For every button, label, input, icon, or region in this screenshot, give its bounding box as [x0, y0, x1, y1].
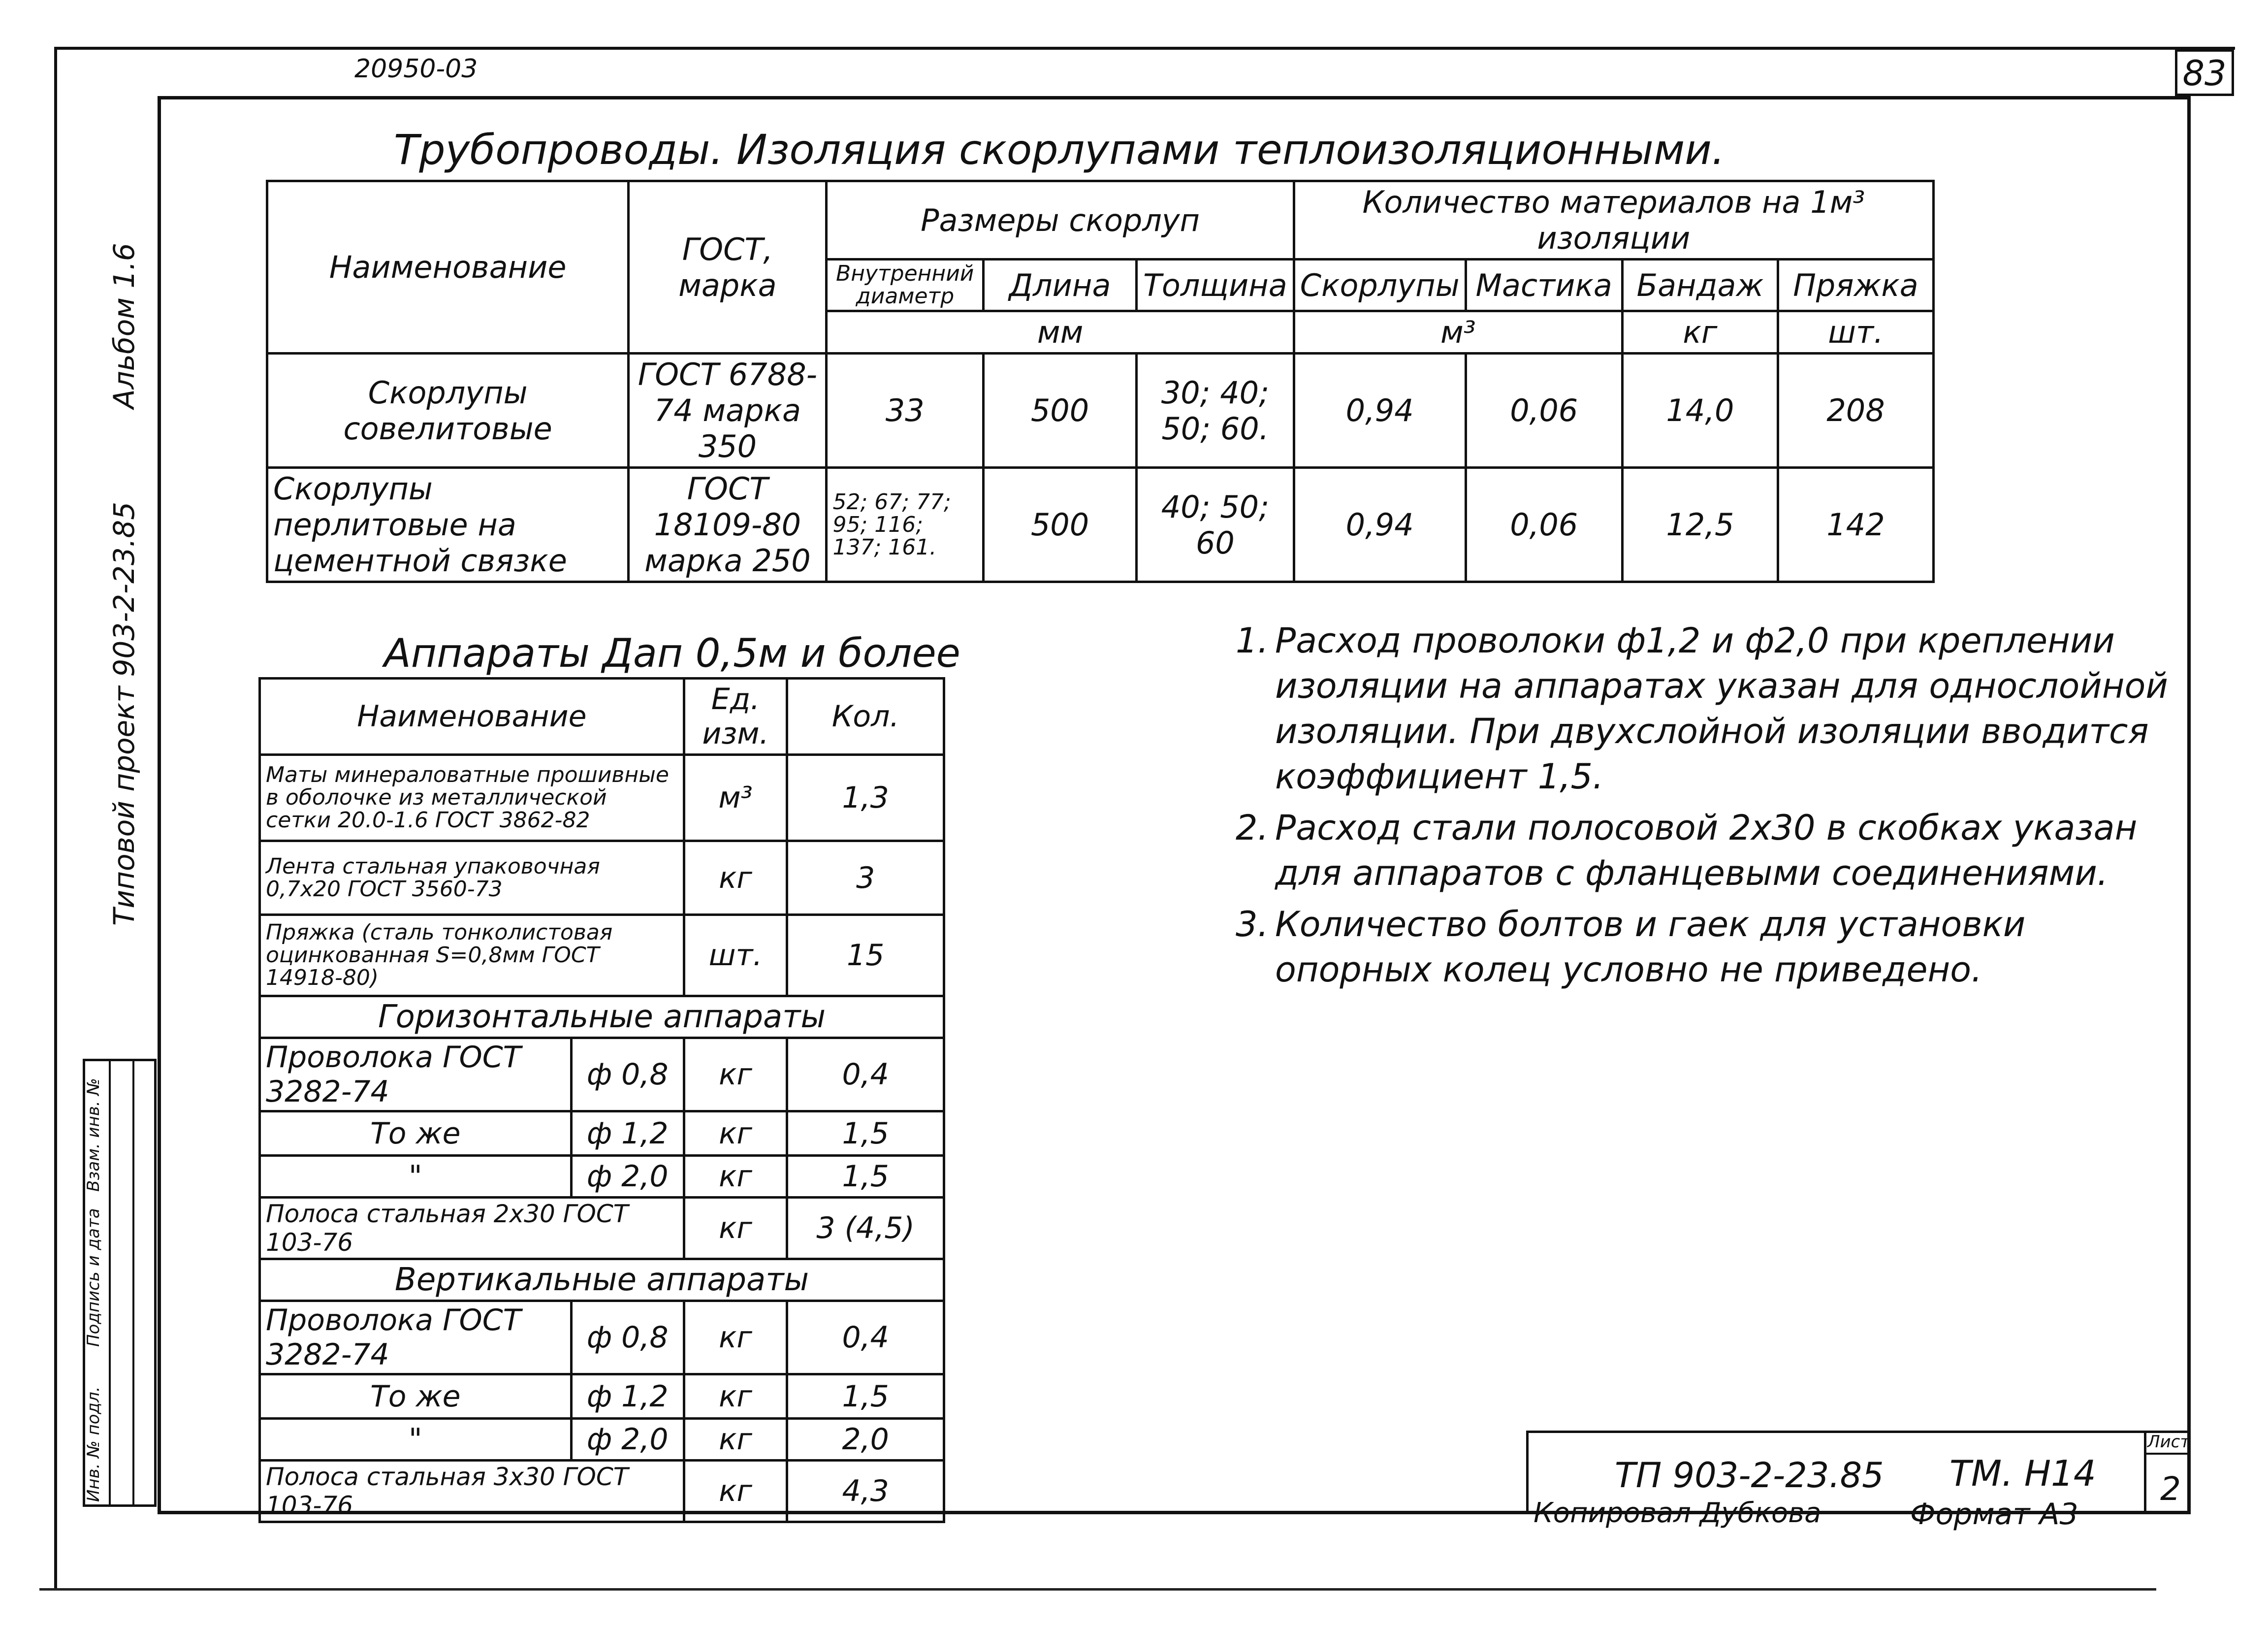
table-row [260, 755, 944, 841]
row-name: Проволока ГОСТ 3282-74 [260, 1301, 572, 1374]
row-gost: ГОСТ 18109-80 марка 250 [629, 468, 827, 582]
table-row [267, 468, 1934, 582]
album-label: Альбом 1.6 [107, 243, 141, 409]
table-row [267, 354, 1934, 468]
row-unit: м³ [684, 755, 787, 841]
row-name: То же [260, 1111, 572, 1156]
row-buckle: 208 [1778, 354, 1934, 468]
page-number: 83 [2175, 49, 2234, 96]
table-row [260, 1461, 944, 1522]
row-dia: ф 2,0 [571, 1156, 684, 1198]
note-item [1236, 618, 2176, 799]
unit-kg: кг [1622, 311, 1778, 354]
table-row [260, 1419, 944, 1461]
col-name-header: Наименование [267, 181, 629, 354]
row-shells: 0,94 [1294, 468, 1466, 582]
row-unit: кг [684, 841, 787, 915]
col-gost-header: ГОСТ, марка [629, 181, 827, 354]
table-row [260, 1198, 944, 1259]
col-thickness-header: Толщина [1137, 260, 1294, 311]
table-row [260, 841, 944, 915]
note-number: 2. [1236, 808, 1269, 848]
col-mastic-header: Мастика [1466, 260, 1622, 311]
row-thickness: 40; 50; 60 [1137, 468, 1294, 582]
row-bandage: 14,0 [1622, 354, 1778, 468]
table1-title: Трубопроводы. Изоляция скорлупами теплоизоляционными. [394, 126, 1725, 174]
document-code: ТП 903-2-23.85 [1615, 1455, 1884, 1496]
row-mastic: 0,06 [1466, 354, 1622, 468]
insulation-table [266, 180, 1935, 583]
table-row [260, 1374, 944, 1419]
row-unit: кг [684, 1461, 787, 1522]
row-name: Маты минераловатные прошивные в оболочке из металлической сетки 20.0-1.6 ГОСТ 3862-82 [260, 755, 684, 841]
note-item [1236, 902, 2176, 992]
copied-by: Копировал Дубкова [1533, 1497, 1821, 1529]
row-inner-diameter: 52; 67; 77; 95; 116; 137; 161. [827, 468, 984, 582]
row-length: 500 [983, 468, 1136, 582]
sizes-group-header: Размеры скорлуп [827, 181, 1294, 260]
materials-group-header: Количество материалов на 1м³ изоляции [1294, 181, 1933, 260]
row-length: 500 [983, 354, 1136, 468]
row-qty: 1,3 [787, 755, 944, 841]
row-unit: кг [684, 1301, 787, 1374]
row-qty: 4,3 [787, 1461, 944, 1522]
row-name: То же [260, 1374, 572, 1419]
title-block-divider [2144, 1453, 2191, 1455]
notes [1236, 618, 2176, 998]
row-qty: 0,4 [787, 1301, 944, 1374]
row-qty: 1,5 [787, 1111, 944, 1156]
sheet-edge-top [54, 47, 2235, 50]
row-qty: 0,4 [787, 1038, 944, 1111]
row-qty: 1,5 [787, 1156, 944, 1198]
unit-m3: м³ [1294, 311, 1622, 354]
note-number: 1. [1236, 620, 1269, 661]
row-unit: кг [684, 1419, 787, 1461]
row-dia: ф 2,0 [571, 1419, 684, 1461]
row-qty: 1,5 [787, 1374, 944, 1419]
stamp-divider [132, 1061, 134, 1504]
row-bandage: 12,5 [1622, 468, 1778, 582]
sheet-label: Лист [2147, 1432, 2190, 1452]
table-row [260, 915, 944, 996]
row-qty: 3 [787, 841, 944, 915]
note-text: Расход проволоки ф1,2 и ф2,0 при креплении изоляции на аппаратах указан для однослойной изоляции. При двухслойной изоляции вводится коэффициент 1,5. [1275, 620, 2168, 797]
row-name: Скорлупы совелитовые [267, 354, 629, 468]
note-text: Расход стали полосовой 2х30 в скобках указан для аппаратов с фланцевыми соединениями. [1275, 808, 2138, 893]
row-qty: 3 (4,5) [787, 1198, 944, 1259]
title-block-divider [2144, 1431, 2146, 1514]
row-name: Лента стальная упаковочная 0,7х20 ГОСТ 3560-73 [260, 841, 684, 915]
unit-mm: мм [827, 311, 1294, 354]
row-inner-diameter: 33 [827, 354, 984, 468]
row-unit: кг [684, 1198, 787, 1259]
row-unit: кг [684, 1038, 787, 1111]
row-shells: 0,94 [1294, 354, 1466, 468]
col-inner-diameter-header: Внутренний диаметр [827, 260, 984, 311]
row-name: " [260, 1419, 572, 1461]
row-name: Полоса стальная 3х30 ГОСТ 103-76 [260, 1461, 684, 1522]
row-name: Полоса стальная 2х30 ГОСТ 103-76 [260, 1198, 684, 1259]
table-row [260, 1038, 944, 1111]
sheet-edge-left [54, 47, 57, 1588]
row-name: Скорлупы перлитовые на цементной связке [267, 468, 629, 582]
project-label: Типовой проект 903-2-23.85 [107, 502, 141, 926]
col-length-header: Длина [983, 260, 1136, 311]
row-qty: 2,0 [787, 1419, 944, 1461]
stamp-label-signature: Подпись и дата [84, 1208, 103, 1347]
row-dia: ф 1,2 [571, 1111, 684, 1156]
col-qty-header: Кол. [787, 679, 944, 755]
row-unit: кг [684, 1111, 787, 1156]
table-row [260, 1301, 944, 1374]
note-text: Количество болтов и гаек для установки опорных колец условно не приведено. [1275, 904, 2026, 990]
top-code: 20950-03 [354, 54, 478, 84]
table-row [260, 1111, 944, 1156]
sheet-edge-bottom [39, 1588, 2156, 1591]
apparatus-table [258, 677, 945, 1523]
unit-pcs: шт. [1778, 311, 1934, 354]
row-dia: ф 0,8 [571, 1038, 684, 1111]
col-bandage-header: Бандаж [1622, 260, 1778, 311]
row-gost: ГОСТ 6788-74 марка 350 [629, 354, 827, 468]
row-qty: 15 [787, 915, 944, 996]
row-unit: шт. [684, 915, 787, 996]
row-dia: ф 0,8 [571, 1301, 684, 1374]
document-mark: ТМ. Н14 [1949, 1453, 2096, 1494]
row-name: " [260, 1156, 572, 1198]
horizontal-section-title: Горизонтальные аппараты [260, 996, 944, 1038]
row-buckle: 142 [1778, 468, 1934, 582]
col-shells-header: Скорлупы [1294, 260, 1466, 311]
stamp-label-replace: Взам. инв. № [84, 1078, 103, 1192]
stamp-label-inv: Инв. № подл. [84, 1386, 103, 1502]
row-thickness: 30; 40; 50; 60. [1137, 354, 1294, 468]
stamp-divider [109, 1061, 111, 1504]
row-mastic: 0,06 [1466, 468, 1622, 582]
row-dia: ф 1,2 [571, 1374, 684, 1419]
col-name-header: Наименование [260, 679, 684, 755]
row-name: Проволока ГОСТ 3282-74 [260, 1038, 572, 1111]
table-row [260, 1156, 944, 1198]
row-unit: кг [684, 1374, 787, 1419]
sheet-number: 2 [2160, 1470, 2181, 1508]
row-unit: кг [684, 1156, 787, 1198]
col-unit-header: Ед. изм. [684, 679, 787, 755]
note-number: 3. [1236, 904, 1269, 945]
note-item [1236, 805, 2176, 896]
paper-format: Формат А3 [1910, 1497, 2078, 1531]
table2-title: Аппараты Дап 0,5м и более [384, 630, 960, 676]
col-buckle-header: Пряжка [1778, 260, 1934, 311]
row-name: Пряжка (сталь тонколистовая оцинкованная S=0,8мм ГОСТ 14918-80) [260, 915, 684, 996]
vertical-section-title: Вертикальные аппараты [260, 1259, 944, 1301]
